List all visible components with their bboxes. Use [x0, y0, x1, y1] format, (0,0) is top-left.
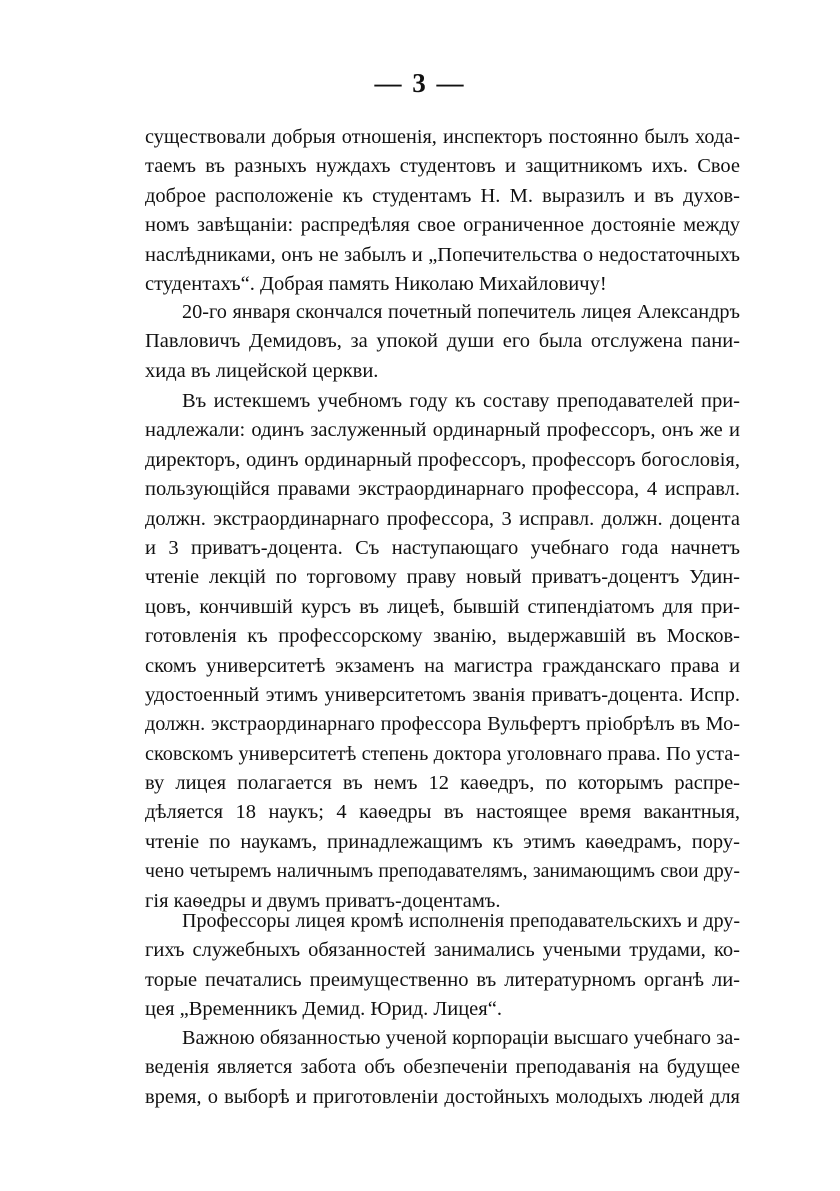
text-line: надлежали: одинъ заслуженный ординарный профессоръ, онъ же и: [145, 419, 740, 442]
paragraph-4: [145, 907, 740, 1025]
text-line: наслѣдниками, онъ не забылъ и „Попечительства о недостаточныхъ: [145, 243, 740, 266]
text-line: должн. экстраординарнаго профессора, 3 исправл. должн. доцента: [145, 507, 740, 530]
text-line: цея „Временникъ Демид. Юрид. Лицея“.: [145, 998, 502, 1021]
text-line: директоръ, одинъ ординарный профессоръ, профессоръ богословія,: [145, 448, 740, 471]
text-line: гихъ служебныхъ обязанностей занимались учеными трудами, ко-: [145, 939, 740, 962]
text-line: торые печатались преимущественно въ литературномъ органѣ ли-: [145, 968, 740, 991]
text-line: цовъ, кончившій курсъ въ лицеѣ, бывшій стипендіатомъ для при-: [145, 595, 740, 618]
text-line: скомъ университетѣ экзаменъ на магистра гражданскаго права и: [145, 654, 740, 677]
text-line: веденія является забота объ обезпеченіи преподаванія на будущее: [145, 1056, 740, 1079]
text-line: удостоенный этимъ университетомъ званія приватъ-доцента. Испр.: [145, 683, 740, 706]
page-number: — 3 —: [374, 68, 466, 98]
paragraph-5: [145, 1024, 740, 1112]
text-line: сковскомъ университетѣ степень доктора уголовнаго права. По уста-: [145, 742, 740, 765]
text-line: Важною обязанностью ученой корпораціи высшаго учебнаго за-: [182, 1027, 740, 1049]
paragraph-3: [145, 387, 740, 916]
text-line: таемъ въ разныхъ нуждахъ студентовъ и защитникомъ ихъ. Свое: [145, 155, 740, 178]
text-line: чено четыремъ наличнымъ преподавателямъ, занимающимъ свои дру-: [145, 860, 740, 883]
text-line: ву лицея полагается въ немъ 12 каѳедръ, по которымъ распре-: [145, 772, 740, 795]
text-line: Въ истекшемъ учебномъ году къ составу преподавателей при-: [182, 390, 740, 412]
paragraph-2: [145, 298, 740, 386]
text-line: чтеніе лекцій по торговому праву новый приватъ-доцентъ Удин-: [145, 566, 740, 589]
text-line: гія каѳедры и двумъ приватъ-доцентамъ.: [145, 889, 501, 912]
text-line: чтеніе по наукамъ, принадлежащимъ къ этимъ каѳедрамъ, пору-: [145, 830, 740, 853]
text-line: и 3 приватъ-доцента. Съ наступающаго учебнаго года начнетъ: [145, 536, 740, 559]
paragraph-1: [145, 123, 740, 299]
text-line: студентахъ“. Добрая память Николаю Михайловичу!: [145, 272, 607, 295]
text-line: хида въ лицейской церкви.: [145, 359, 379, 382]
text-line: должн. экстраординарнаго профессора Вульфертъ пріобрѣлъ въ Мо-: [145, 713, 740, 736]
text-line: время, о выборѣ и приготовленіи достойныхъ молодыхъ людей для: [145, 1085, 740, 1108]
text-line: дѣляется 18 наукъ; 4 каѳедры въ настоящее время вакантныя,: [145, 801, 740, 824]
text-line: существовали добрыя отношенія, инспекторъ постоянно былъ хода-: [145, 126, 740, 148]
text-line: 20-го января скончался почетный попечитель лицея Александръ: [182, 301, 740, 323]
text-line: Павловичъ Демидовъ, за упокой души его была отслужена пани-: [145, 330, 740, 353]
text-line: готовленія къ профессорскому званію, выдержавшій въ Москов-: [145, 625, 740, 648]
text-line: доброе расположеніе къ студентамъ Н. М. выразилъ и въ духов-: [145, 184, 740, 207]
text-line: Профессоры лицея кромѣ исполненія преподавательскихъ и дру-: [182, 910, 740, 932]
text-line: номъ завѣщаніи: распредѣляя свое ограниченное достояніе между: [145, 214, 740, 237]
text-line: пользующійся правами экстраординарнаго профессора, 4 исправл.: [145, 478, 740, 501]
